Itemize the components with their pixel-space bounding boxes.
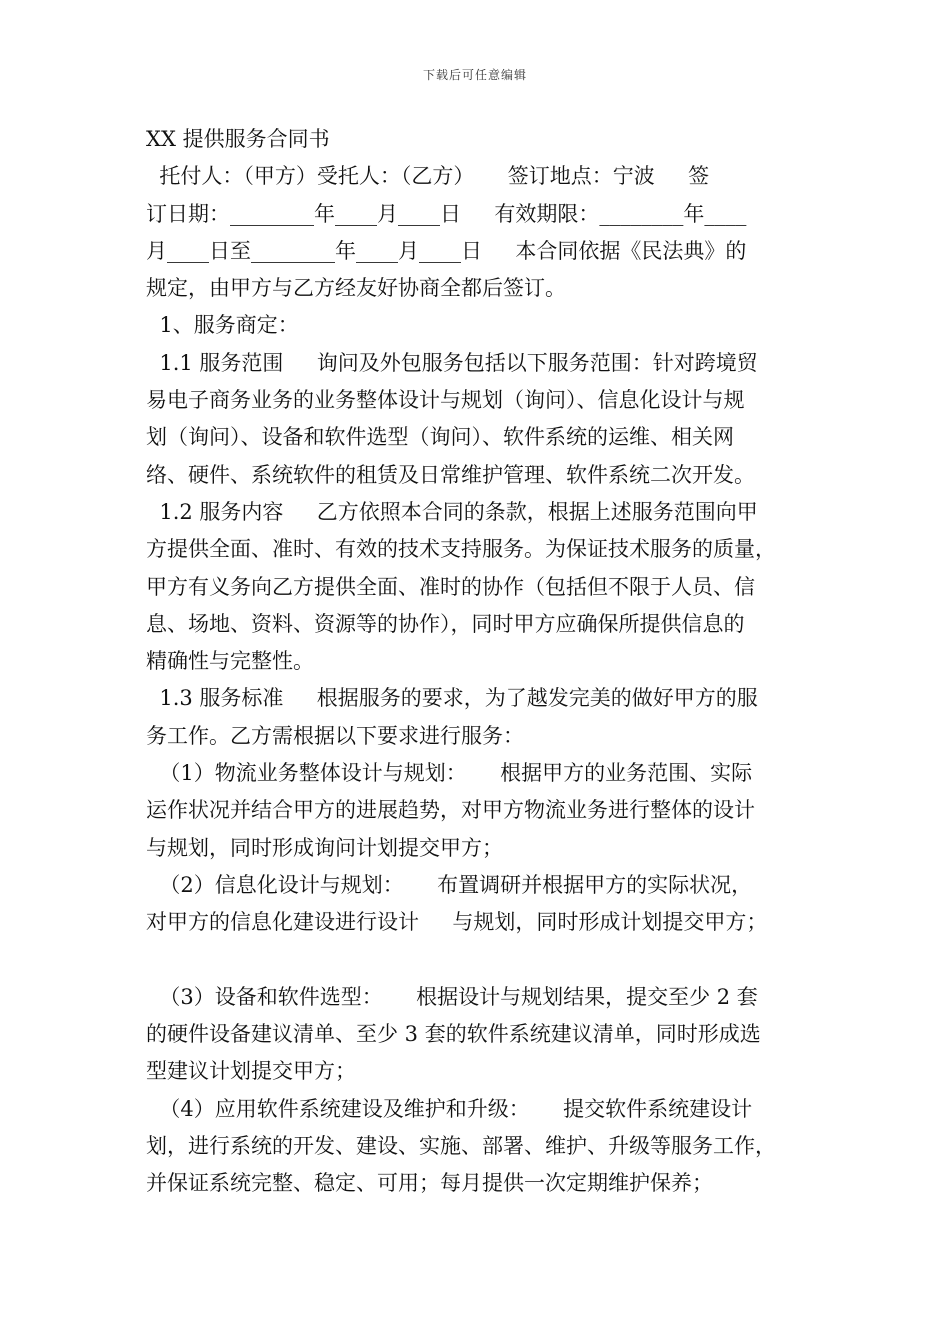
text-line: 精确性与完整性。 — [146, 649, 314, 674]
text-line: （1）物流业务整体设计与规划： 根据甲方的业务范围、实际 — [146, 761, 753, 786]
text-line: 划，进行系统的开发、建设、实施、部署、维护、升级等服务工作， — [146, 1134, 776, 1159]
contract-body — [146, 121, 818, 1203]
header-note: 下载后可任意编辑 — [422, 68, 527, 82]
text-line: 的硬件设备建议清单、至少 3 套的软件系统建议清单，同时形成选 — [146, 1022, 761, 1047]
text-line: 运作状况并结合甲方的进展趋势，对甲方物流业务进行整体的设计 — [146, 798, 755, 823]
text-line: 络、硬件、系统软件的租赁及日常维护管理、软件系统二次开发。 — [146, 462, 755, 487]
text-line: 息、场地、资料、资源等的协作），同时甲方应确保所提供信息的 — [146, 611, 745, 636]
document-title: XX 提供服务合同书 — [146, 127, 330, 151]
text-line: 1.3 服务标准 根据服务的要求，为了越发完美的做好甲方的服 — [146, 686, 758, 711]
text-line: 订日期：________年____月____日 有效期限：________年____ — [146, 201, 747, 226]
text-line: 托付人：（甲方）受托人：（乙方） 签订地点：宁波 签 — [146, 164, 710, 189]
text-line: 务工作。乙方需根据以下要求进行服务： — [146, 723, 524, 748]
text-line: 与规划，同时形成询问计划提交甲方； — [146, 835, 503, 860]
text-line: 易电子商务业务的业务整体设计与规划（询问）、信息化设计与规 — [146, 388, 745, 413]
text-line: 1.2 服务内容 乙方依照本合同的条款，根据上述服务范围向甲 — [146, 499, 758, 524]
text-line: （2）信息化设计与规划： 布置调研并根据甲方的实际状况， — [146, 872, 753, 897]
text-line: 规定，由甲方与乙方经友好协商全都后签订。 — [146, 276, 566, 301]
text-line: 1.1 服务范围 询问及外包服务包括以下服务范围：针对跨境贸 — [146, 350, 758, 375]
section-heading: 1、服务商定： — [146, 313, 299, 338]
text-line: 月____日至________年____月____日 本合同依据《民法典》的 — [146, 238, 747, 263]
text-line: 甲方有义务向乙方提供全面、准时的协作（包括但不限于人员、信 — [146, 574, 755, 599]
text-line: 并保证系统完整、稳定、可用；每月提供一次定期维护保养； — [146, 1171, 713, 1196]
text-line: 对甲方的信息化建设进行设计 与规划，同时形成计划提交甲方； — [146, 910, 768, 935]
text-line: （3）设备和软件选型： 根据设计与规划结果，提交至少 2 套 — [146, 984, 758, 1009]
text-line: 方提供全面、准时、有效的技术支持服务。为保证技术服务的质量， — [146, 537, 776, 562]
text-line: 划（询问）、设备和软件选型（询问）、软件系统的运维、相关网 — [146, 425, 734, 450]
text-line: （4）应用软件系统建设及维护和升级： 提交软件系统建设计 — [146, 1096, 753, 1121]
text-line: 型建议计划提交甲方； — [146, 1059, 356, 1084]
blank-line — [146, 942, 818, 979]
